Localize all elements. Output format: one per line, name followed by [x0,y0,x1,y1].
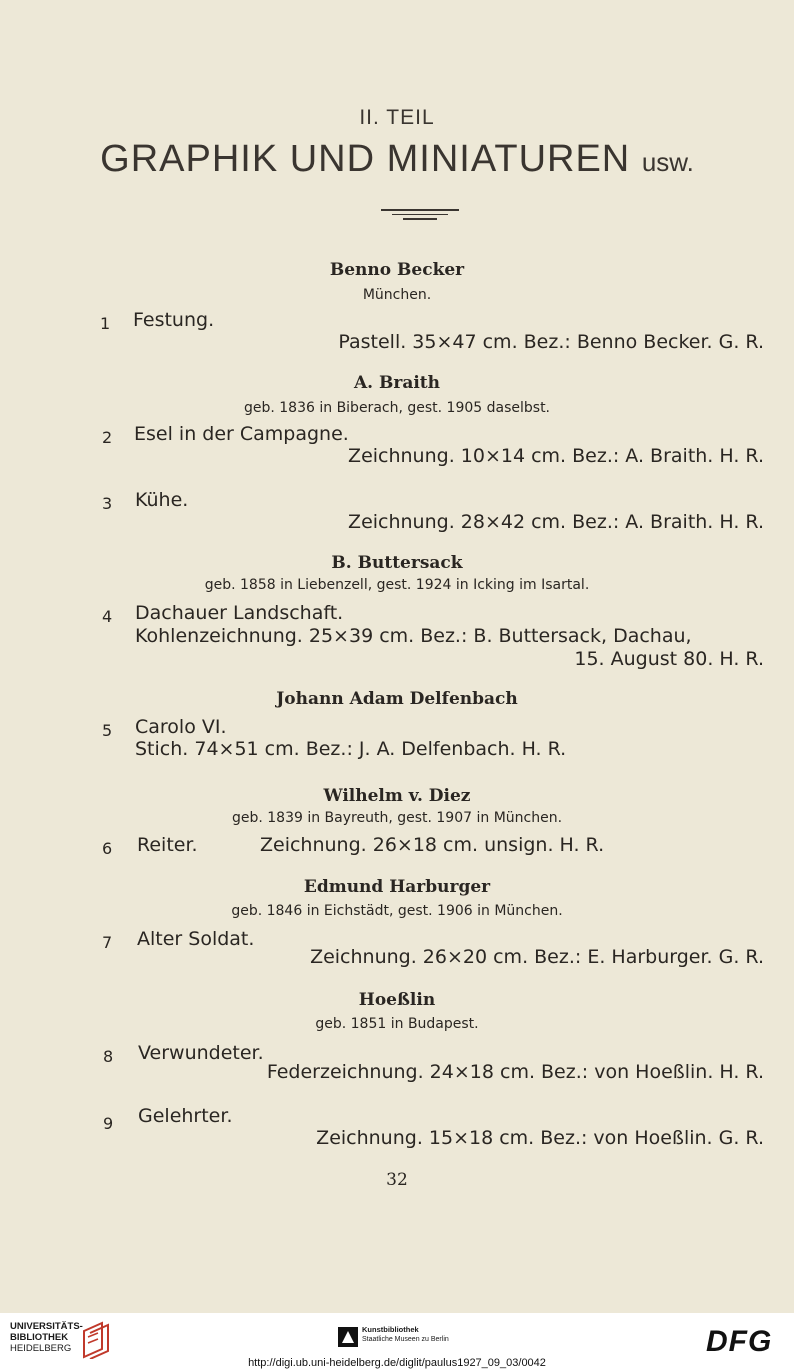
lot-details: 15. August 80. H. R. [574,648,764,670]
lot-details: Zeichnung. 15×18 cm. Bez.: von Hoeßlin. G. R. [316,1127,764,1149]
artist-name: Hoeßlin [358,990,436,1010]
lot-title: Gelehrter. [138,1105,233,1127]
kb-line: Kunstbibliothek [362,1325,419,1334]
lot-details: Zeichnung. 28×42 cm. Bez.: A. Braith. H. R. [348,511,764,533]
ornament-rule [381,209,459,211]
lot-details: Zeichnung. 26×20 cm. Bez.: E. Harburger. G. R. [310,946,764,968]
title-suffix: usw. [641,147,694,177]
source-url[interactable]: http://digi.ub.uni-heidelberg.de/diglit/paulus1927_09_03/0042 [248,1357,546,1369]
lot-title: Esel in der Campagne. [134,423,349,445]
lot-details: Pastell. 35×47 cm. Bez.: Benno Becker. G. R. [338,331,764,353]
lot-title: Kühe. [135,489,189,511]
kb-line: Staatliche Museen zu Berlin [362,1336,449,1343]
lot-title: Festung. [133,309,215,331]
university-library-label [10,1321,83,1354]
artist-name: Benno Becker [329,260,465,280]
lot-details: Kohlenzeichnung. 25×39 cm. Bez.: B. Buttersack, Dachau, [135,625,692,647]
artist-name: Edmund Harburger [303,877,491,897]
university-line: HEIDELBERG [10,1343,72,1354]
artist-bio: München. [362,287,432,303]
artist-name: Wilhelm v. Diez [323,786,471,806]
lot-title: Carolo VI. [135,716,227,738]
digitization-footer [0,1313,794,1372]
lot-number: 5 [102,721,113,740]
lot-number: 3 [102,494,113,513]
lot-title: Verwundeter. [138,1042,264,1064]
lot-number: 7 [102,933,113,952]
artist-bio: geb. 1851 in Budapest. [315,1016,479,1032]
lot-title: Alter Soldat. [137,928,255,950]
artist-bio: geb. 1839 in Bayreuth, gest. 1907 in München. [231,810,563,826]
lot-details: Federzeichnung. 24×18 cm. Bez.: von Hoeßlin. H. R. [266,1061,764,1083]
lot-number: 9 [103,1114,114,1133]
artist-bio: geb. 1836 in Biberach, gest. 1905 daselbst. [243,400,551,416]
lot-details: Zeichnung. 10×14 cm. Bez.: A. Braith. H. R. [348,445,764,467]
lot-number: 6 [102,839,113,858]
university-line: BIBLIOTHEK [10,1332,69,1343]
lot-details: Zeichnung. 26×18 cm. unsign. H. R. [260,834,605,856]
ornament-rule [403,218,437,220]
artist-bio: geb. 1846 in Eichstädt, gest. 1906 in München. [231,903,563,919]
lot-number: 8 [103,1047,114,1066]
artist-bio: geb. 1858 in Liebenzell, gest. 1924 in Icking im Isartal. [204,577,590,593]
lot-number: 2 [102,428,113,447]
title-main: GRAPHIK UND MINIATUREN [100,138,631,180]
part-heading: II. TEIL [359,106,435,129]
lot-title: Dachauer Landschaft. [135,602,344,624]
page-title [0,138,794,181]
kunstbibliothek-label [362,1325,449,1344]
lot-number: 4 [102,607,113,626]
artist-name: Johann Adam Delfenbach [276,689,518,709]
lot-title: Reiter. [137,834,198,856]
page-number: 32 [386,1170,408,1190]
artist-name: A. Braith [353,373,441,393]
lot-details: Stich. 74×51 cm. Bez.: J. A. Delfenbach. H. R. [135,738,567,760]
lot-number: 1 [100,314,111,333]
dfg-logo: DFG [706,1325,773,1358]
university-logo-icon [80,1319,112,1359]
university-line: UNIVERSITÄTS- [10,1321,83,1332]
ornament-rule [392,214,448,215]
kunstbibliothek-logo-icon [338,1327,358,1347]
artist-name: B. Buttersack [331,553,463,573]
